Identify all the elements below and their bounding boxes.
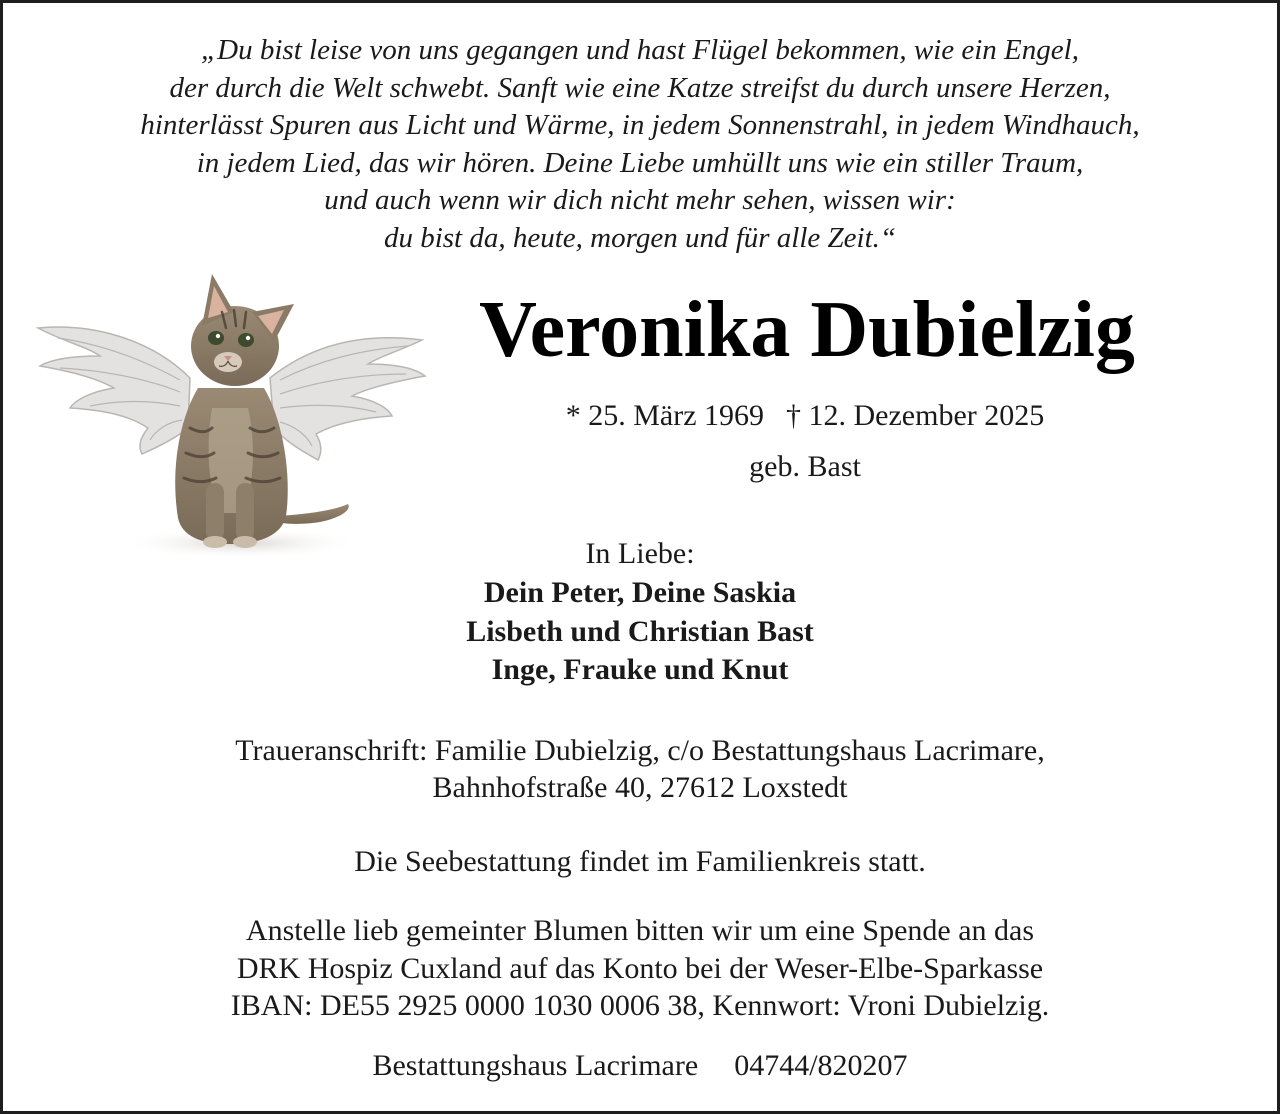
death-date: † 12. Dezember 2025 [786, 399, 1045, 432]
mourning-address [0, 732, 1280, 806]
memorial-poem [0, 32, 1280, 258]
right-wing [270, 338, 425, 460]
poem-line: hinterlässt Spuren aus Licht und Wärme, in jedem Sonnenstrahl, in jedem Windhauch, [140, 109, 1140, 142]
address-line: Bahnhofstraße 40, 27612 Loxstedt [432, 771, 848, 804]
maiden-name: geb. Bast [749, 450, 861, 483]
left-wing [38, 327, 190, 454]
deceased-name: Veronika Dubielzig [479, 286, 1135, 374]
mourners-list [0, 574, 1280, 690]
poem-line: in jedem Lied, das wir hören. Deine Liebe umhüllt uns wie ein stiller Traum, [196, 146, 1084, 179]
funeral-home-name: Bestattungshaus Lacrimare [372, 1049, 699, 1082]
mourner-line: Dein Peter, Deine Saskia [483, 576, 797, 609]
poem-line: du bist da, heute, morgen und für alle Zeit.“ [383, 221, 897, 254]
donation-line: DRK Hospiz Cuxland auf das Konto bei der Weser-Elbe-Sparkasse [236, 951, 1044, 985]
funeral-home-phone: 04744/820207 [734, 1049, 908, 1082]
address-line: Traueranschrift: Familie Dubielzig, c/o Bestattungshaus Lacrimare, [235, 734, 1045, 767]
burial-note: Die Seebestattung findet im Familienkreis statt. [354, 845, 926, 878]
mourner-line: Inge, Frauke und Knut [491, 653, 789, 686]
life-dates [490, 396, 1120, 436]
poem-line: der durch die Welt schwebt. Sanft wie eine Katze streifst du durch unsere Herzen, [169, 71, 1111, 104]
poem-line: und auch wenn wir dich nicht mehr sehen, wissen wir: [324, 184, 956, 217]
donation-line: IBAN: DE55 2925 0000 1030 0006 38, Kennwort: Vroni Dubielzig. [230, 989, 1050, 1022]
donation-request [0, 912, 1280, 1025]
funeral-home-footer [0, 1047, 1280, 1085]
birth-date: * 25. März 1969 [565, 399, 765, 432]
winged-cat-icon [30, 268, 430, 568]
mourner-line: Lisbeth und Christian Bast [466, 614, 814, 648]
mourners-intro: In Liebe: [585, 537, 695, 570]
donation-line: Anstelle lieb gemeinter Blumen bitten wir um eine Spende an das [245, 914, 1035, 947]
poem-line: „Du bist leise von uns gegangen und hast Flügel bekommen, wie ein Engel, [201, 34, 1079, 66]
